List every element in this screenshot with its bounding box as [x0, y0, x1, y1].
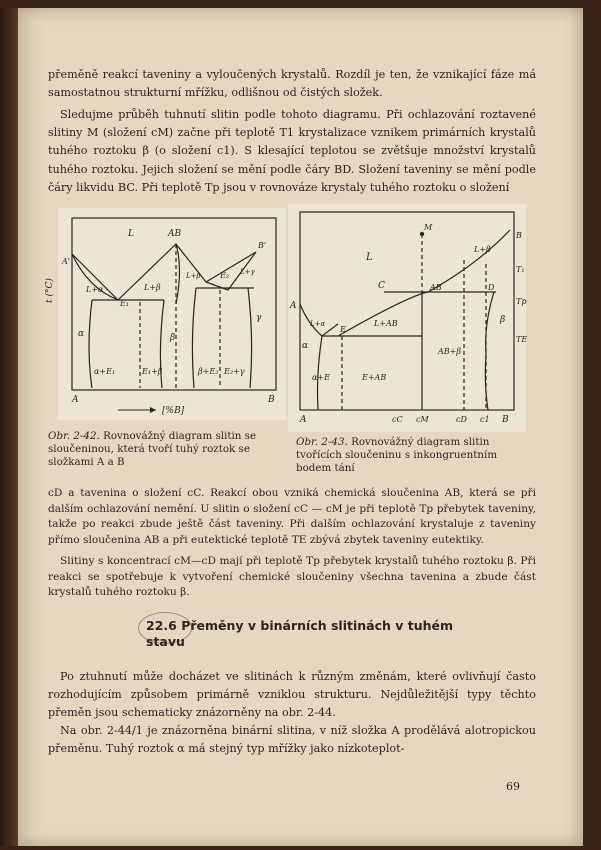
section-heading [146, 618, 486, 650]
label-T1: T₁ [516, 265, 525, 274]
label-A-left: A [290, 301, 297, 311]
label-L-beta: L+β [474, 245, 491, 254]
label-A-prime: A' [62, 257, 70, 266]
label-A-bottom: A [300, 415, 307, 425]
page-number: 69 [506, 780, 520, 793]
book-page [18, 8, 583, 846]
label-gamma: γ [256, 313, 262, 323]
caption-2-43-label: Obr. 2-43. [296, 436, 348, 448]
label-AB-top: AB [430, 283, 442, 292]
caption-2-43-text: Rovnovážný diagram slitin tvořících sloučeninu s inkongruentním bodem tání [296, 436, 498, 474]
label-cM: cM [416, 415, 429, 424]
label-B: B [268, 395, 275, 405]
label-TE: TE [516, 335, 528, 344]
label-L-alpha: L+α [86, 285, 104, 294]
paragraph-allotropic: Na obr. 2-44/1 je znázorněna binární slitina, v níž složka A prodělává alotropickou přeměnu. Tuhý roztok α má stejný typ mřížky jako nízkoteplot- [48, 724, 536, 756]
label-alpha: α [78, 329, 85, 339]
label-L-AB: L+AB [374, 319, 398, 328]
label-E1-beta: E₁+β [142, 367, 163, 376]
label-alpha-E: α+E [312, 373, 330, 382]
label-E1: E₁ [120, 299, 130, 308]
label-D: D [488, 283, 495, 292]
label-A: A [72, 395, 79, 405]
caption-2-43 [296, 436, 528, 475]
paragraph-reaction: cD a tavenina o složení cC. Reakcí obou vzniká chemická sloučenina AB, která se při dalším ochlazování nemění. U slitin o složení cC — cM je při teplotě Tp přebytek taveniny, takže po reakci zbude ještě část taveniny. Při dalším ochlazování krystaluje z taveniny přímo sloučenina AB a při eutektické teplotě TE zbývá zbytek taveniny eutektiky. [48, 487, 536, 546]
label-E2-gamma: E₂+γ [224, 367, 245, 376]
figure-2-42 [45, 208, 286, 420]
label-cC: cC [392, 415, 403, 424]
label-E: E [340, 325, 346, 334]
label-AB: AB [168, 229, 182, 239]
caption-2-42-label: Obr. 2-42. [48, 430, 100, 442]
label-alpha-E1: α+E₁ [94, 367, 116, 376]
label-Tp: Tp [516, 297, 527, 306]
label-c1: c1 [480, 415, 490, 424]
label-E-AB: E+AB [362, 373, 387, 382]
axis-label-composition: [%B] [162, 406, 185, 416]
label-B-bottom: B [502, 415, 509, 425]
paragraph-cooling: Sledujme průběh tuhnutí slitin podle tohoto diagramu. Při ochlazování roztavené slitiny M (složení cM) začne při teplotě T1 krystalizace vznikem primárních krystalů tuhého roztoku β (o složení c1). S klesající teplotou se zvětšuje množství krystalů tuhého roztoku. Jejich složení se mění podle čáry BD. Složení taveniny se mění podle čáry likvidu BC. Při teplotě Tp jsou v rovnováze krystaly tuhého roztoku o složení [48, 108, 536, 194]
label-B-top: B [516, 231, 522, 240]
phase-diagram-2-43 [288, 204, 526, 432]
caption-2-42 [48, 430, 290, 469]
section-number: 22.6 [146, 618, 177, 633]
label-E2: E₂ [220, 271, 230, 280]
label-L-beta-left: L+β [144, 283, 161, 292]
label-beta: β [170, 333, 176, 343]
label-cD: cD [456, 415, 467, 424]
label-L: L [366, 252, 373, 263]
axis-label-temp: t (°C) [45, 278, 55, 303]
label-beta-E2: β+E₂ [198, 367, 219, 376]
label-L-gamma: L+γ [240, 268, 255, 276]
label-alpha: α [302, 341, 309, 351]
label-beta: β [500, 315, 506, 325]
paragraph-solid-state: Po ztuhnutí může docházet ve slitinách k různým změnám, které ovlivňují často rozhodujícím způsobem primárně vzniklou strukturu. Nejdůležitější typy těchto přeměn jsou schematicky znázorněny na obr. 2-44. [48, 670, 536, 720]
label-L-beta-right: L+β [186, 272, 201, 280]
paragraph-excess: Slitiny s koncentrací cM—cD mají při teplotě Tp přebytek krystalů tuhého roztoku β. Při reakci se spotřebuje k vytvoření chemické sloučeniny všechna tavenina a zbude část krystalů tuhého roztoku β. [48, 555, 536, 598]
phase-diagram-2-42 [45, 208, 286, 420]
book-spine [0, 8, 18, 846]
label-C: C [378, 281, 385, 291]
section-title: Přeměny v binárních slitinách v tuhém stavu [146, 618, 454, 649]
label-B-prime: B' [258, 241, 267, 250]
paragraph-intro: přeměně reakcí taveniny a vyloučených krystalů. Rozdíl je ten, že vznikající fáze má samostatnou strukturní mřížku, odlišnou od čistých složek. [48, 68, 536, 100]
label-M: M [424, 223, 433, 232]
label-AB-beta: AB+β [438, 347, 461, 356]
label-L: L [128, 229, 134, 239]
figure-2-43 [288, 204, 526, 432]
label-L-alpha: L+α [310, 320, 326, 328]
caption-2-42-text: Rovnovážný diagram slitin se sloučeninou, která tvoří tuhý roztok se složkami A a B [48, 430, 257, 468]
